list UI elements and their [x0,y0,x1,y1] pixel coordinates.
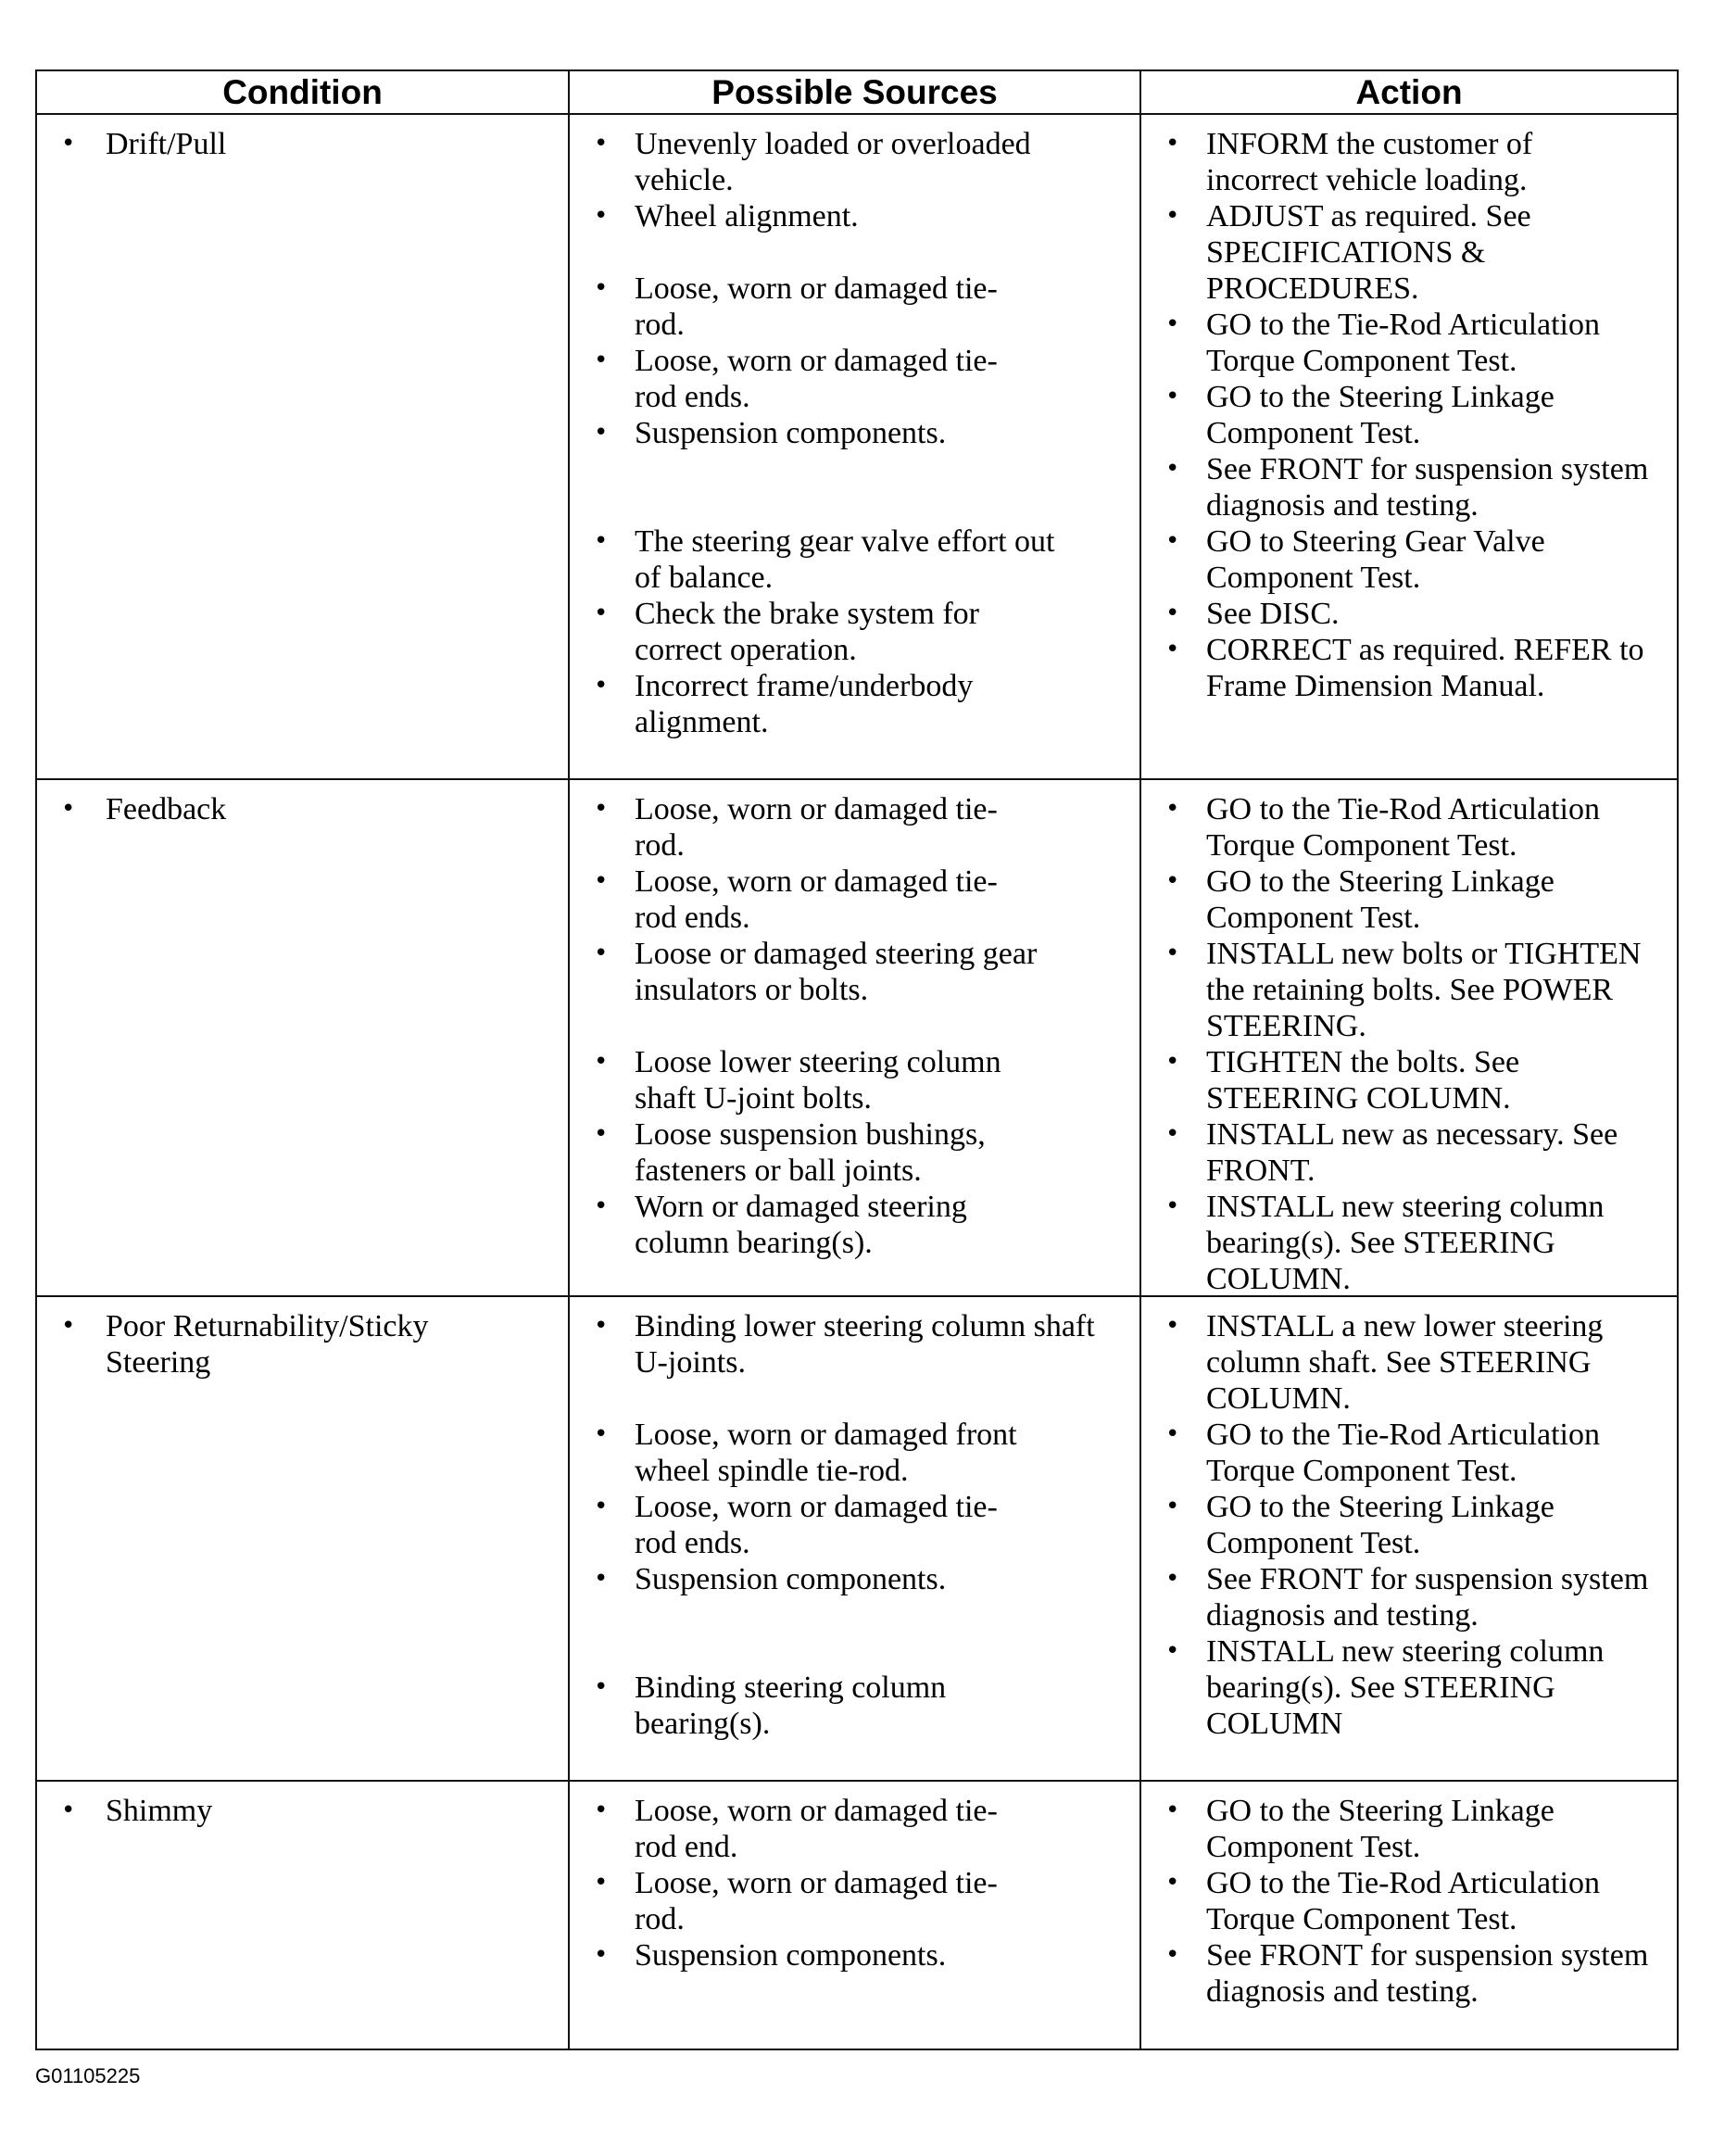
source-item: • Loose or damaged steering gear insulators or bolts. [570,936,1077,1008]
source-item: • Incorrect frame/underbody alignment. [570,668,1050,740]
actions-cell [1141,1782,1677,2049]
action-item: • INSTALL new bolts or TIGHTEN the retaining bolts. See POWER STEERING. [1141,936,1677,1044]
source-item: • Suspension components. [570,415,1139,451]
action-item: • See FRONT for suspension system diagnosis and testing. [1141,1561,1677,1633]
action-item: • TIGHTEN the bolts. See STEERING COLUMN. [1141,1044,1649,1116]
figure-code: G01105225 [35,2064,141,2087]
action-item: • See DISC. [1141,596,1677,632]
actions-cell [1141,115,1677,780]
source-item: • Loose, worn or damaged front wheel spindle tie-rod. [570,1417,1114,1489]
action-item: • GO to the Tie-Rod Articulation Torque Component Test. [1141,1865,1677,1937]
source-item: • Loose, worn or damaged tie-rod ends. [570,343,1022,415]
action-item: • INFORM the customer of incorrect vehicle loading. [1141,126,1630,198]
action-item: • GO to the Steering Linkage Component Test. [1141,379,1630,451]
action-item: • GO to the Tie-Rod Articulation Torque Component Test. [1141,307,1677,379]
action-item: • GO to Steering Gear Valve Component Test. [1141,523,1630,596]
source-item: • Worn or damaged steering column bearing(s). [570,1189,1077,1261]
source-item: • Suspension components. [570,1937,1139,1973]
action-item: • INSTALL a new lower steering column shaft. See STEERING COLUMN. [1141,1308,1677,1417]
action-item: • INSTALL new steering column bearing(s). See STEERING COLUMN. [1141,1189,1677,1297]
action-item: • GO to the Tie-Rod Articulation Torque Component Test. [1141,791,1677,864]
header-condition: Condition [37,71,570,115]
condition-text: • Poor Returnability/Sticky Steering [37,1308,530,1381]
source-item: • Loose, worn or damaged tie-rod. [570,271,1022,343]
condition-text: • Shimmy [37,1793,568,1829]
header-action: Action [1141,71,1677,115]
action-item: • GO to the Steering Linkage Component Test. [1141,1793,1630,1865]
action-item: • See FRONT for suspension system diagnosis and testing. [1141,1937,1677,2010]
condition-cell [37,1782,570,2049]
action-item: • INSTALL new steering column bearing(s). See STEERING COLUMN [1141,1633,1677,1742]
source-item: • Unevenly loaded or overloaded vehicle. [570,126,1096,198]
actions-cell [1141,780,1677,1297]
source-item: • Loose, worn or damaged tie-rod. [570,1865,1022,1937]
source-item: • Loose suspension bushings, fasteners or ball joints. [570,1116,1077,1189]
source-item: • Check the brake system for correct operation. [570,596,1077,668]
source-item: • The steering gear valve effort out of balance. [570,523,1096,596]
header-possible-sources: Possible Sources [570,71,1141,115]
source-item: • Binding lower steering column shaft U-joints. [570,1308,1114,1381]
condition-cell [37,1297,570,1782]
sources-cell [570,1297,1141,1782]
condition-text: • Feedback [37,791,568,827]
source-item: • Loose lower steering column shaft U-joint bolts. [570,1044,1087,1116]
source-item: • Loose, worn or damaged tie-rod ends. [570,864,1022,936]
source-item: • Loose, worn or damaged tie-rod. [570,791,1022,864]
actions-cell [1141,1297,1677,1782]
action-item: • GO to the Steering Linkage Component Test. [1141,864,1630,936]
condition-text: • Drift/Pull [37,126,568,162]
source-item: • Loose, worn or damaged tie-rod ends. [570,1489,1022,1561]
action-item: • ADJUST as required. See SPECIFICATIONS & PROCEDURES. [1141,198,1612,307]
condition-cell [37,780,570,1297]
condition-cell [37,115,570,780]
diagnosis-table [35,69,1679,2050]
sources-cell [570,780,1141,1297]
source-item: • Suspension components. [570,1561,1139,1597]
action-item: • See FRONT for suspension system diagnosis and testing. [1141,451,1677,523]
sources-cell [570,1782,1141,2049]
source-item: • Wheel alignment. [570,198,1139,234]
source-item: • Binding steering column bearing(s). [570,1670,1040,1742]
action-item: • INSTALL new as necessary. See FRONT. [1141,1116,1649,1189]
source-item: • Loose, worn or damaged tie-rod end. [570,1793,1022,1865]
action-item: • GO to the Steering Linkage Component Test. [1141,1489,1630,1561]
sources-cell [570,115,1141,780]
action-item: • GO to the Tie-Rod Articulation Torque Component Test. [1141,1417,1677,1489]
action-item: • CORRECT as required. REFER to Frame Dimension Manual. [1141,632,1668,704]
